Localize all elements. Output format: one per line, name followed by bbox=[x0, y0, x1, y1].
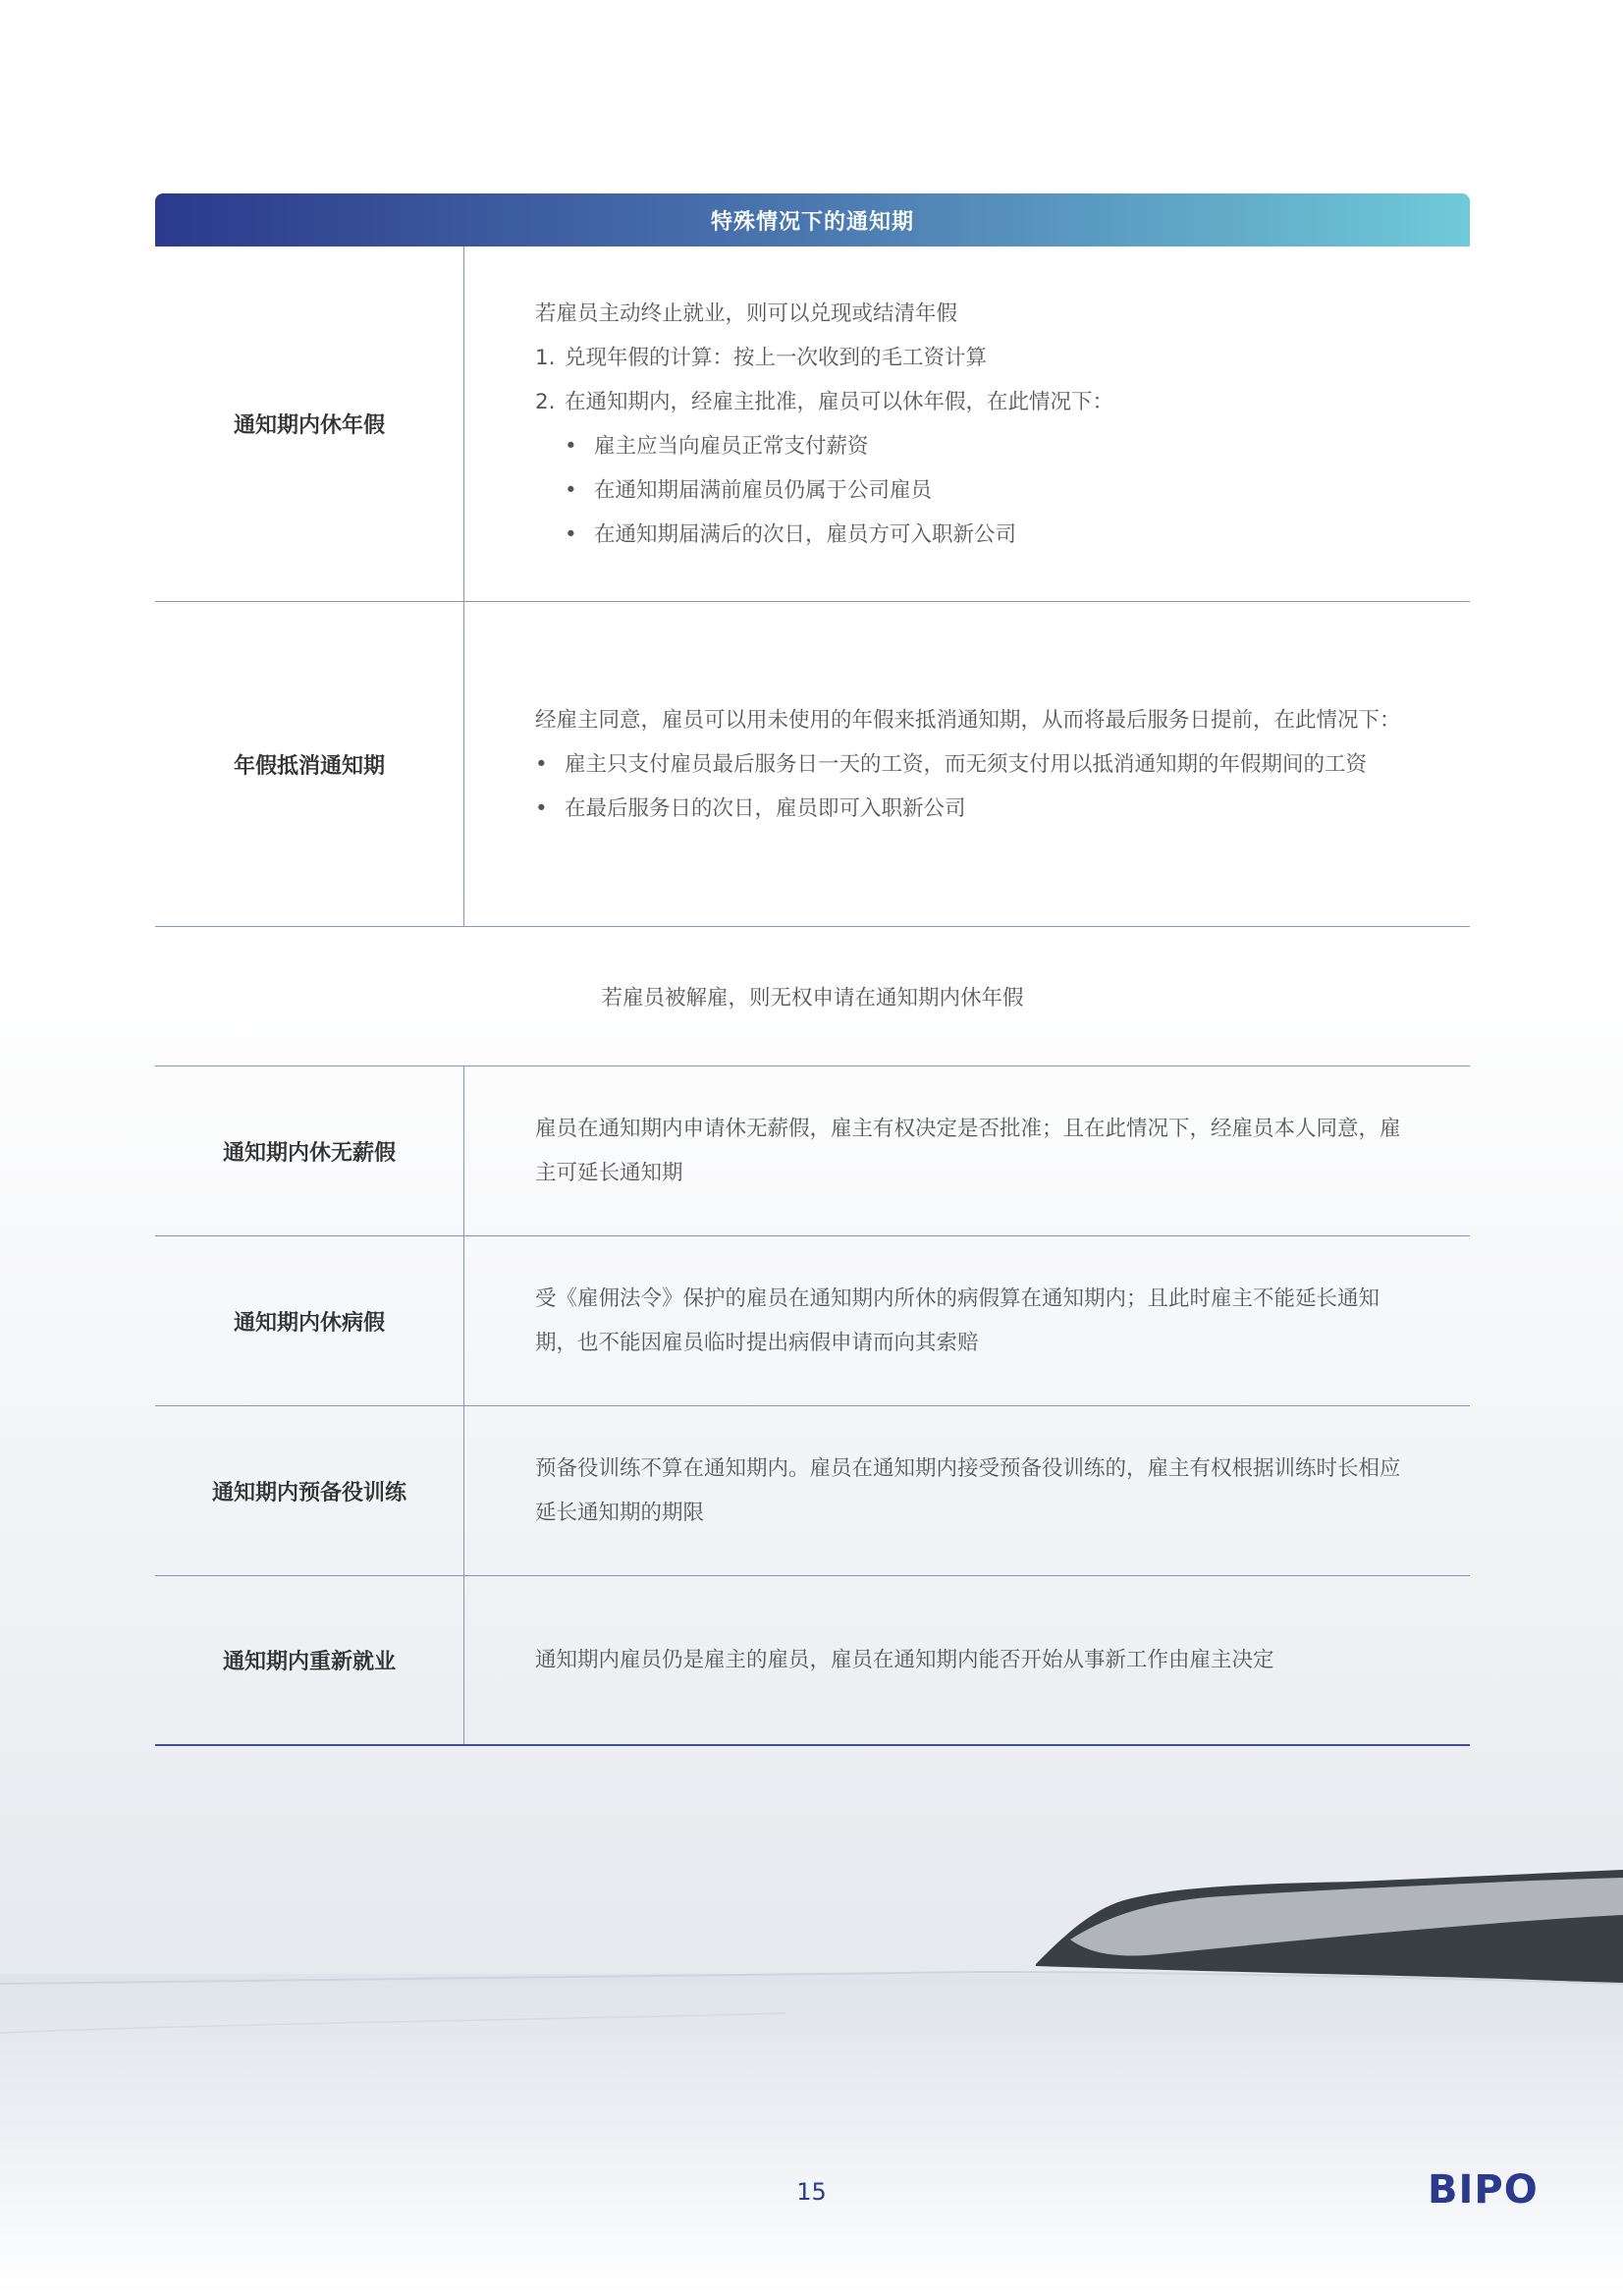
bullet-item: • 雇主只支付雇员最后服务日一天的工资，而无须支付用以抵消通知期的年假期间的工资 bbox=[535, 751, 1368, 777]
bullet-item: • 在通知期届满前雇员仍属于公司雇员 bbox=[565, 477, 933, 503]
table-row bbox=[155, 1406, 1470, 1576]
row-text: 预备役训练不算在通知期内。雇员在通知期内接受预备役训练的，雇主有权根据训练时长相应延长通知期的期限 bbox=[535, 1456, 1401, 1525]
bipo-logo: BIPO bbox=[1428, 2167, 1539, 2213]
row-label: 通知期内休无薪假 bbox=[155, 1066, 464, 1235]
table-row bbox=[155, 1236, 1470, 1406]
row-label: 通知期内预备役训练 bbox=[155, 1406, 464, 1575]
row-intro: 经雇主同意，雇员可以用未使用的年假来抵消通知期，从而将最后服务日提前，在此情况下： bbox=[535, 707, 1401, 733]
numbered-item: 2. 在通知期内，经雇主批准，雇员可以休年假，在此情况下： bbox=[535, 389, 1114, 414]
row-content bbox=[464, 1406, 1470, 1575]
row-intro: 若雇员主动终止就业，则可以兑现或结清年假 bbox=[535, 301, 958, 326]
row-label: 通知期内休年假 bbox=[155, 246, 464, 601]
row-content bbox=[464, 1236, 1470, 1405]
row-text: 受《雇佣法令》保护的雇员在通知期内所休的病假算在通知期内；且此时雇主不能延长通知期，也不能因雇员临时提出病假申请而向其索赔 bbox=[535, 1286, 1380, 1355]
row-label: 通知期内休病假 bbox=[155, 1236, 464, 1405]
notice-period-table bbox=[155, 193, 1470, 1746]
table-row bbox=[155, 246, 1470, 602]
bullet-item: • 在通知期届满后的次日，雇员方可入职新公司 bbox=[565, 521, 1017, 547]
row-text: 通知期内雇员仍是雇主的雇员，雇员在通知期内能否开始从事新工作由雇主决定 bbox=[535, 1648, 1274, 1672]
row-content bbox=[464, 1066, 1470, 1235]
table-title: 特殊情况下的通知期 bbox=[155, 193, 1470, 246]
table-row bbox=[155, 602, 1470, 927]
row-content bbox=[464, 602, 1470, 926]
row-text: 雇员在通知期内申请休无薪假，雇主有权决定是否批准；且在此情况下，经雇员本人同意，雇主可延长通知期 bbox=[535, 1117, 1401, 1185]
full-row-text: 若雇员被解雇，则无权申请在通知期内休年假 bbox=[601, 986, 1024, 1011]
row-label: 年假抵消通知期 bbox=[155, 602, 464, 926]
page-number: 15 bbox=[796, 2178, 827, 2206]
numbered-item: 1. 兑现年假的计算：按上一次收到的毛工资计算 bbox=[535, 345, 988, 370]
bullet-item: • 在最后服务日的次日，雇员即可入职新公司 bbox=[535, 795, 966, 821]
table-row-full bbox=[155, 927, 1470, 1066]
table-row bbox=[155, 1066, 1470, 1236]
row-content bbox=[464, 1576, 1470, 1744]
table-row bbox=[155, 1576, 1470, 1746]
bullet-item: • 雇主应当向雇员正常支付薪资 bbox=[565, 433, 869, 459]
row-label: 通知期内重新就业 bbox=[155, 1576, 464, 1744]
row-content bbox=[464, 246, 1470, 601]
